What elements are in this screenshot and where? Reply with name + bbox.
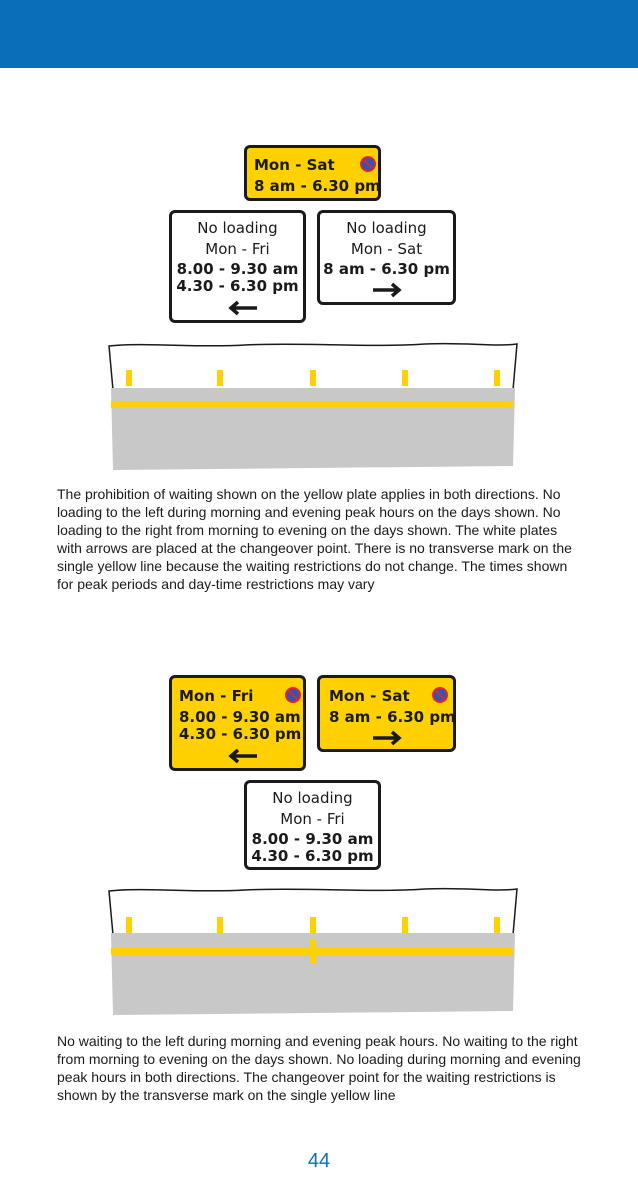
fig1-left-line4: 4.30 - 6.30 pm (176, 277, 299, 295)
fig2-right-yellow-sign (317, 675, 456, 752)
arrow-left-icon (224, 748, 258, 764)
fig2-left-yellow-sign (169, 675, 306, 771)
fig2-left-yellow-line1: Mon - Fri (179, 687, 254, 705)
fig2-white-line4: 4.30 - 6.30 pm (251, 847, 374, 865)
fig2-white-line2: Mon - Fri (280, 810, 345, 828)
fig1-left-line1: No loading (197, 219, 278, 237)
no-waiting-icon (285, 687, 301, 703)
fig2-white-line1: No loading (272, 789, 353, 807)
fig1-yellow-line1: Mon - Sat (254, 156, 335, 174)
fig2-road-illustration (105, 885, 521, 1015)
fig1-right-line2: Mon - Sat (350, 240, 423, 258)
fig1-left-line3: 8.00 - 9.30 am (176, 260, 299, 278)
fig1-right-line1: No loading (346, 219, 427, 237)
fig2-caption: No waiting to the left during morning and evening peak hours. No waiting to the right from morning to evening on the days shown. No loading during morning and evening peak hours in both directions. The changeover point for the waiting restrictions is shown by the transverse mark on the single yellow line (57, 1033, 581, 1103)
fig2-white-plate (244, 780, 381, 870)
no-waiting-icon (360, 156, 376, 172)
fig2-white-line3: 8.00 - 9.30 am (251, 830, 374, 848)
fig1-yellow-sign (244, 145, 381, 201)
fig1-caption: The prohibition of waiting shown on the yellow plate applies in both directions. No loading to the left during morning and evening peak hours on the days shown. No loading to the right from morning to evening on the days shown. The white plates with arrows are placed at the changeover point. There is no transverse mark on the single yellow line because the waiting restrictions do not change. The times shown for peak periods and day-time restrictions may vary (57, 486, 572, 592)
fig1-right-plate (317, 210, 456, 305)
fig1-yellow-line2: 8 am - 6.30 pm (254, 177, 381, 195)
fig1-left-plate (169, 210, 306, 323)
fig2-left-yellow-line3: 4.30 - 6.30 pm (179, 725, 302, 743)
fig2-right-yellow-line1: Mon - Sat (329, 687, 410, 705)
page-number: 44 (307, 1150, 331, 1172)
fig2-left-yellow-line2: 8.00 - 9.30 am (179, 708, 301, 726)
fig1-right-line3: 8 am - 6.30 pm (323, 260, 450, 278)
arrow-right-icon (372, 282, 406, 298)
header-band (0, 0, 638, 68)
no-waiting-icon (432, 687, 448, 703)
fig1-road-illustration (105, 340, 521, 470)
fig2-right-yellow-line2: 8 am - 6.30 pm (329, 708, 456, 726)
fig1-left-line2: Mon - Fri (205, 240, 270, 258)
arrow-right-icon (372, 730, 406, 746)
arrow-left-icon (224, 300, 258, 316)
